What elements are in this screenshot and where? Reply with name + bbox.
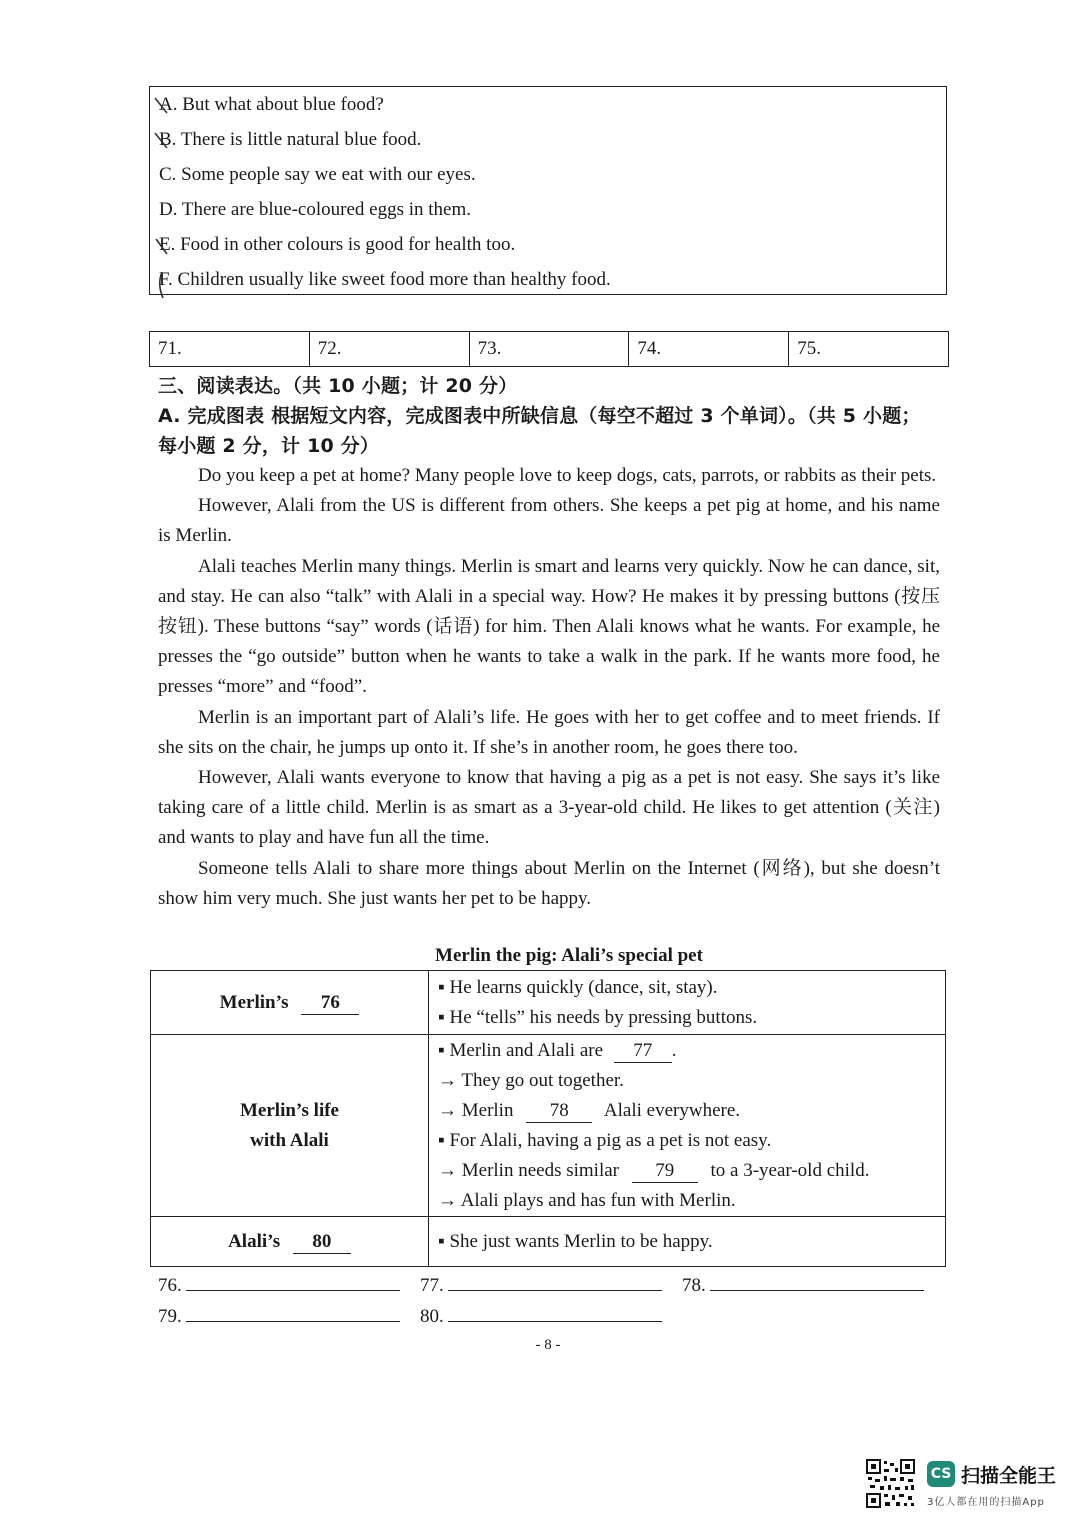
answer-number: 77. bbox=[420, 1275, 444, 1296]
row-content bbox=[429, 971, 946, 1035]
answer-cell-73[interactable]: 73. bbox=[470, 332, 630, 366]
passage-paragraph: Alali teaches Merlin many things. Merlin is smart and learns very quickly. Now he can dance, sit, and stay. He can also “talk” with Alali in a special way. How? He makes it by pressing buttons (按压按钮). These buttons “say” words (话语) for him. Then Alali knows what he wants. For example, he presses the “go outside” button when he wants to take a walk in the park. If he wants more food, he presses “more” and “food”. bbox=[158, 555, 940, 698]
option-c: C. Some people say we eat with our eyes. bbox=[159, 164, 476, 185]
answer-line-77[interactable] bbox=[420, 1272, 662, 1298]
answer-number: 76. bbox=[158, 1275, 182, 1296]
row-label bbox=[151, 971, 429, 1035]
row-label-text: Merlin’s life bbox=[239, 1099, 339, 1121]
passage-paragraph: However, Alali from the US is different from others. She keeps a pet pig at home, and his name is Merlin. bbox=[158, 495, 940, 547]
pencil-tick-mark-icon bbox=[153, 95, 171, 117]
blank-77[interactable]: 77 bbox=[614, 1040, 672, 1063]
pencil-tick-mark-icon bbox=[153, 270, 171, 300]
table-row bbox=[151, 971, 946, 1035]
answer-number: 78. bbox=[682, 1275, 706, 1296]
blank-79[interactable]: 79 bbox=[632, 1160, 698, 1183]
row-label bbox=[151, 1217, 429, 1267]
row-label-text: Alali’s bbox=[228, 1230, 281, 1252]
options-box bbox=[149, 86, 947, 295]
table-row bbox=[151, 1035, 946, 1217]
option-f: F. Children usually like sweet food more than healthy food. bbox=[159, 269, 611, 290]
row-line-text: . bbox=[671, 1039, 677, 1061]
row-label-text: with Alali bbox=[250, 1129, 329, 1151]
answer-line-76[interactable] bbox=[158, 1272, 400, 1298]
answer-row bbox=[149, 331, 949, 367]
blank-80[interactable]: 80 bbox=[293, 1231, 351, 1254]
row-line: ▪ He “tells” his needs by pressing buttons. bbox=[438, 1006, 758, 1028]
row-line bbox=[438, 1036, 945, 1066]
answer-blank[interactable] bbox=[448, 1303, 662, 1322]
passage-paragraph: Do you keep a pet at home? Many people love to keep dogs, cats, parrots, or rabbits as their pets. bbox=[198, 465, 937, 486]
answer-blank[interactable] bbox=[448, 1272, 662, 1291]
row-line-text: → Merlin bbox=[438, 1099, 514, 1121]
blank-76[interactable]: 76 bbox=[301, 992, 359, 1015]
answer-line-78[interactable] bbox=[682, 1272, 924, 1298]
pencil-tick-mark-icon bbox=[153, 235, 171, 257]
camscanner-logo: CS bbox=[927, 1461, 955, 1487]
answer-line-80[interactable] bbox=[420, 1303, 662, 1329]
scanner-app-name: 扫描全能王 bbox=[961, 1465, 1057, 1487]
answer-cell-74[interactable]: 74. bbox=[629, 332, 789, 366]
option-b: B. There is little natural blue food. bbox=[159, 129, 422, 150]
row-content bbox=[429, 1217, 946, 1267]
pencil-tick-mark-icon bbox=[153, 130, 171, 152]
row-line: ▪ He learns quickly (dance, sit, stay). bbox=[438, 976, 718, 998]
row-content bbox=[429, 1035, 946, 1217]
answer-number: 79. bbox=[158, 1306, 182, 1327]
answer-line-79[interactable] bbox=[158, 1303, 400, 1329]
page-number: - 8 - bbox=[535, 1337, 561, 1353]
row-line bbox=[438, 1096, 945, 1126]
passage-paragraph: However, Alali wants everyone to know that having a pig as a pet is not easy. She says it’s like taking care of a little child. Merlin is as smart as a 3-year-old child. He likes to get attention (关注) and wants to play and have fun all the time. bbox=[158, 767, 940, 849]
row-line: ▪ She just wants Merlin to be happy. bbox=[438, 1230, 713, 1252]
passage-paragraph: Someone tells Alali to share more things about Merlin on the Internet (网络), but she doesn’t show him very much. She just wants her pet to be happy. bbox=[158, 857, 940, 909]
reading-passage bbox=[158, 461, 940, 914]
row-label bbox=[151, 1035, 429, 1217]
answer-blank[interactable] bbox=[710, 1272, 924, 1291]
info-table bbox=[150, 970, 946, 1267]
part-a-heading-continued: 每小题 2 分，计 10 分） bbox=[158, 435, 380, 457]
row-line bbox=[438, 1156, 945, 1186]
answer-blank[interactable] bbox=[186, 1272, 400, 1291]
option-d: D. There are blue-coloured eggs in them. bbox=[159, 199, 471, 220]
row-line-text: to a 3-year-old child. bbox=[710, 1159, 870, 1181]
row-line: ▪ For Alali, having a pig as a pet is not easy. bbox=[438, 1129, 772, 1151]
row-line: → Alali plays and has fun with Merlin. bbox=[438, 1189, 736, 1211]
row-line-text: Alali everywhere. bbox=[603, 1099, 741, 1121]
answer-cell-72[interactable]: 72. bbox=[310, 332, 470, 366]
scanner-app-slogan: 3亿人都在用的扫描App bbox=[927, 1497, 1045, 1508]
blank-78[interactable]: 78 bbox=[526, 1100, 592, 1123]
part-a-heading: A. 完成图表 根据短文内容，完成图表中所缺信息（每空不超过 3 个单词）。（共 5 小题； bbox=[158, 405, 921, 427]
section-heading: 三、阅读表达。（共 10 小题；计 20 分） bbox=[158, 375, 518, 397]
row-line-text: → Merlin needs similar bbox=[438, 1159, 619, 1181]
answer-number: 80. bbox=[420, 1306, 444, 1327]
option-e: E. Food in other colours is good for health too. bbox=[159, 234, 516, 255]
answer-cell-71[interactable]: 71. bbox=[150, 332, 310, 366]
table-title: Merlin the pig: Alali’s special pet bbox=[435, 945, 703, 966]
table-row bbox=[151, 1217, 946, 1267]
qr-code-icon bbox=[866, 1459, 915, 1508]
row-line: → They go out together. bbox=[438, 1069, 624, 1091]
row-label-text: Merlin’s bbox=[219, 991, 289, 1013]
answer-blank[interactable] bbox=[186, 1303, 400, 1322]
row-line-text: ▪ Merlin and Alali are bbox=[438, 1039, 604, 1061]
answer-cell-75[interactable]: 75. bbox=[797, 338, 821, 359]
option-a: A. But what about blue food? bbox=[159, 94, 384, 115]
passage-paragraph: Merlin is an important part of Alali’s life. He goes with her to get coffee and to meet friends. If she sits on the chair, he jumps up onto it. If she’s in another room, he goes there too. bbox=[158, 706, 940, 758]
